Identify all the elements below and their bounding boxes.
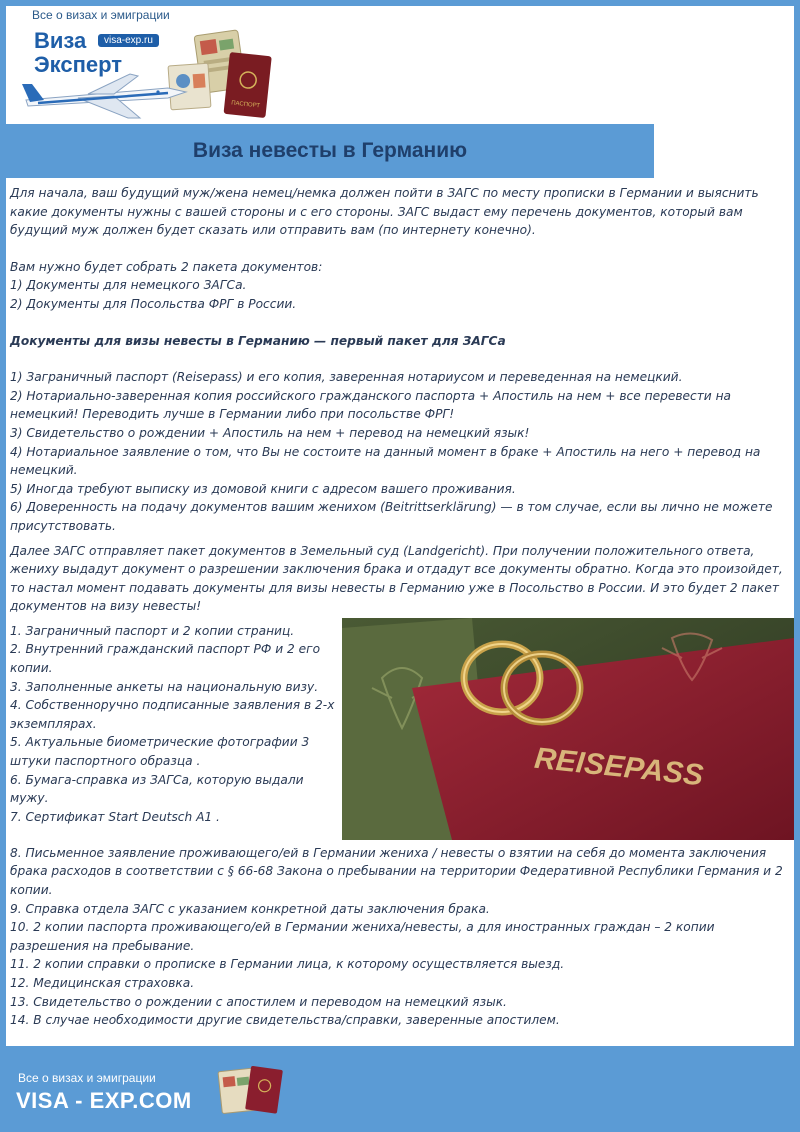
packets-intro: Вам нужно будет собрать 2 пакета документов: — [10, 259, 323, 274]
second-packet-item: 5. Актуальные биометрические фотографии 3 штуки паспортного образца . — [10, 735, 310, 769]
first-packet-item: 1) Заграничный паспорт (Reisepass) и его копия, заверенная нотариусом и переведенная на немецкий. — [10, 370, 683, 385]
second-packet-item: 1. Заграничный паспорт и 2 копии страниц. — [10, 623, 295, 638]
second-packet-item: 4. Собственноручно подписанные заявления в 2-х экземплярах. — [10, 698, 335, 731]
title-banner — [6, 124, 654, 178]
first-packet-item: 5) Иногда требуют выписку из домовой книги с адресом вашего проживания. — [10, 481, 516, 496]
second-packet-item: 9. Справка отдела ЗАГС с указанием конкретной даты заключения брака. — [10, 901, 490, 916]
rings-on-passport-photo — [342, 618, 794, 840]
article-body — [10, 184, 792, 1030]
logo-word-visa: Виза — [34, 28, 87, 53]
page-title: Виза невесты в Германию — [192, 139, 468, 162]
first-packet-item: 3) Свидетельство о рождении + Апостиль на нем + перевод на немецкий язык! — [10, 425, 530, 440]
first-packet-item: 6) Доверенность на подачу документов вашим женихом (Beitrittserklärung) — в том случае, если вы лично не можете присутствовать. — [10, 500, 773, 533]
logo-url-badge[interactable]: visa-exp.ru — [98, 34, 159, 47]
second-packet-item: 7. Сертификат Start Deutsch A1 . — [10, 809, 220, 824]
first-packet-item: 4) Нотариальное заявление о том, что Вы не состоите на данный момент в браке + Апостиль на него + перевод на немецкий. — [10, 444, 761, 478]
second-packet-item: 10. 2 копии паспорта проживающего/ей в Германии жениха/невесты, а для иностранных граждан – 2 копии разрешения на пребывание. — [10, 920, 715, 953]
document-sheet — [6, 6, 794, 1046]
court-paragraph: Далее ЗАГС отправляет пакет документов в Земельный суд (Landgericht). При получении положительного ответа, жениху выдадут документ о разрешении заключения брака и отдадут все документы обратно. Когда это произойдет, то настал момент подавать документы для визы невесты в Германию уже в Посольство в России. И это будет 2 пакет документов на визу невесты! — [10, 543, 783, 614]
reisepass-cover-text: REISEPASS — [532, 741, 705, 793]
intro-paragraph: Для начала, ваш будущий муж/жена немец/немка должен пойти в ЗАГС по месту прописки в Германии и выяснить какие документы нужны с вашей стороны и с его стороны. ЗАГС выдаст ему перечень документов, который вам будущий муж должен будет сказать или отправить вам (по интернету конечно). — [10, 186, 759, 238]
second-packet-item: 14. В случае необходимости другие свидетельства/справки, заверенные апостилем. — [10, 1013, 560, 1028]
second-packet-split — [10, 622, 792, 844]
second-packet-item: 3. Заполненные анкеты на национальную визу. — [10, 679, 319, 694]
footer-brand[interactable]: VISA - EXP.COM — [16, 1088, 192, 1113]
second-packet-item: 11. 2 копии справки о прописке в Германии лица, к которому осуществляется выезд. — [10, 957, 565, 972]
second-packet-item: 12. Медицинская страховка. — [10, 976, 195, 991]
second-packet-item: 8. Письменное заявление проживающего/ей в Германии жениха / невесты о взятии на себя до момента заключения брака расходов в соответствии с § 66-68 Закона о пребывании на территории Федеративной Республики Германия и 2 копии. — [10, 845, 783, 898]
first-packet-item: 2) Нотариально-заверенная копия российского гражданского паспорта + Апостиль на нем + все перевести на немецкий! Переводить лучше в Германии либо при посольстве ФРГ! — [10, 388, 732, 422]
packet-item: 1) Документы для немецкого ЗАГСа. — [10, 278, 247, 293]
second-packet-item: 13. Свидетельство о рождении с апостилем и переводом на немецкий язык. — [10, 994, 507, 1009]
packet-item: 2) Документы для Посольства ФРГ в России. — [10, 296, 297, 311]
passport-cover-text: ПАСПОРТ — [230, 100, 261, 110]
header-tagline: Все о визах и эмиграции — [32, 8, 170, 22]
second-packet-item: 2. Внутренний гражданский паспорт РФ и 2 его копии. — [10, 642, 321, 676]
logo-word-expert: Эксперт — [34, 52, 123, 77]
first-packet-heading: Документы для визы невесты в Германию — первый пакет для ЗАГСа — [10, 333, 506, 348]
second-packet-item: 6. Бумага-справка из ЗАГСа, которую выдали мужу. — [10, 772, 304, 806]
passports-icon — [216, 1064, 286, 1116]
second-packet-list — [10, 622, 340, 827]
site-logo[interactable] — [18, 26, 288, 122]
footer-tagline: Все о визах и эмиграции — [18, 1071, 156, 1085]
